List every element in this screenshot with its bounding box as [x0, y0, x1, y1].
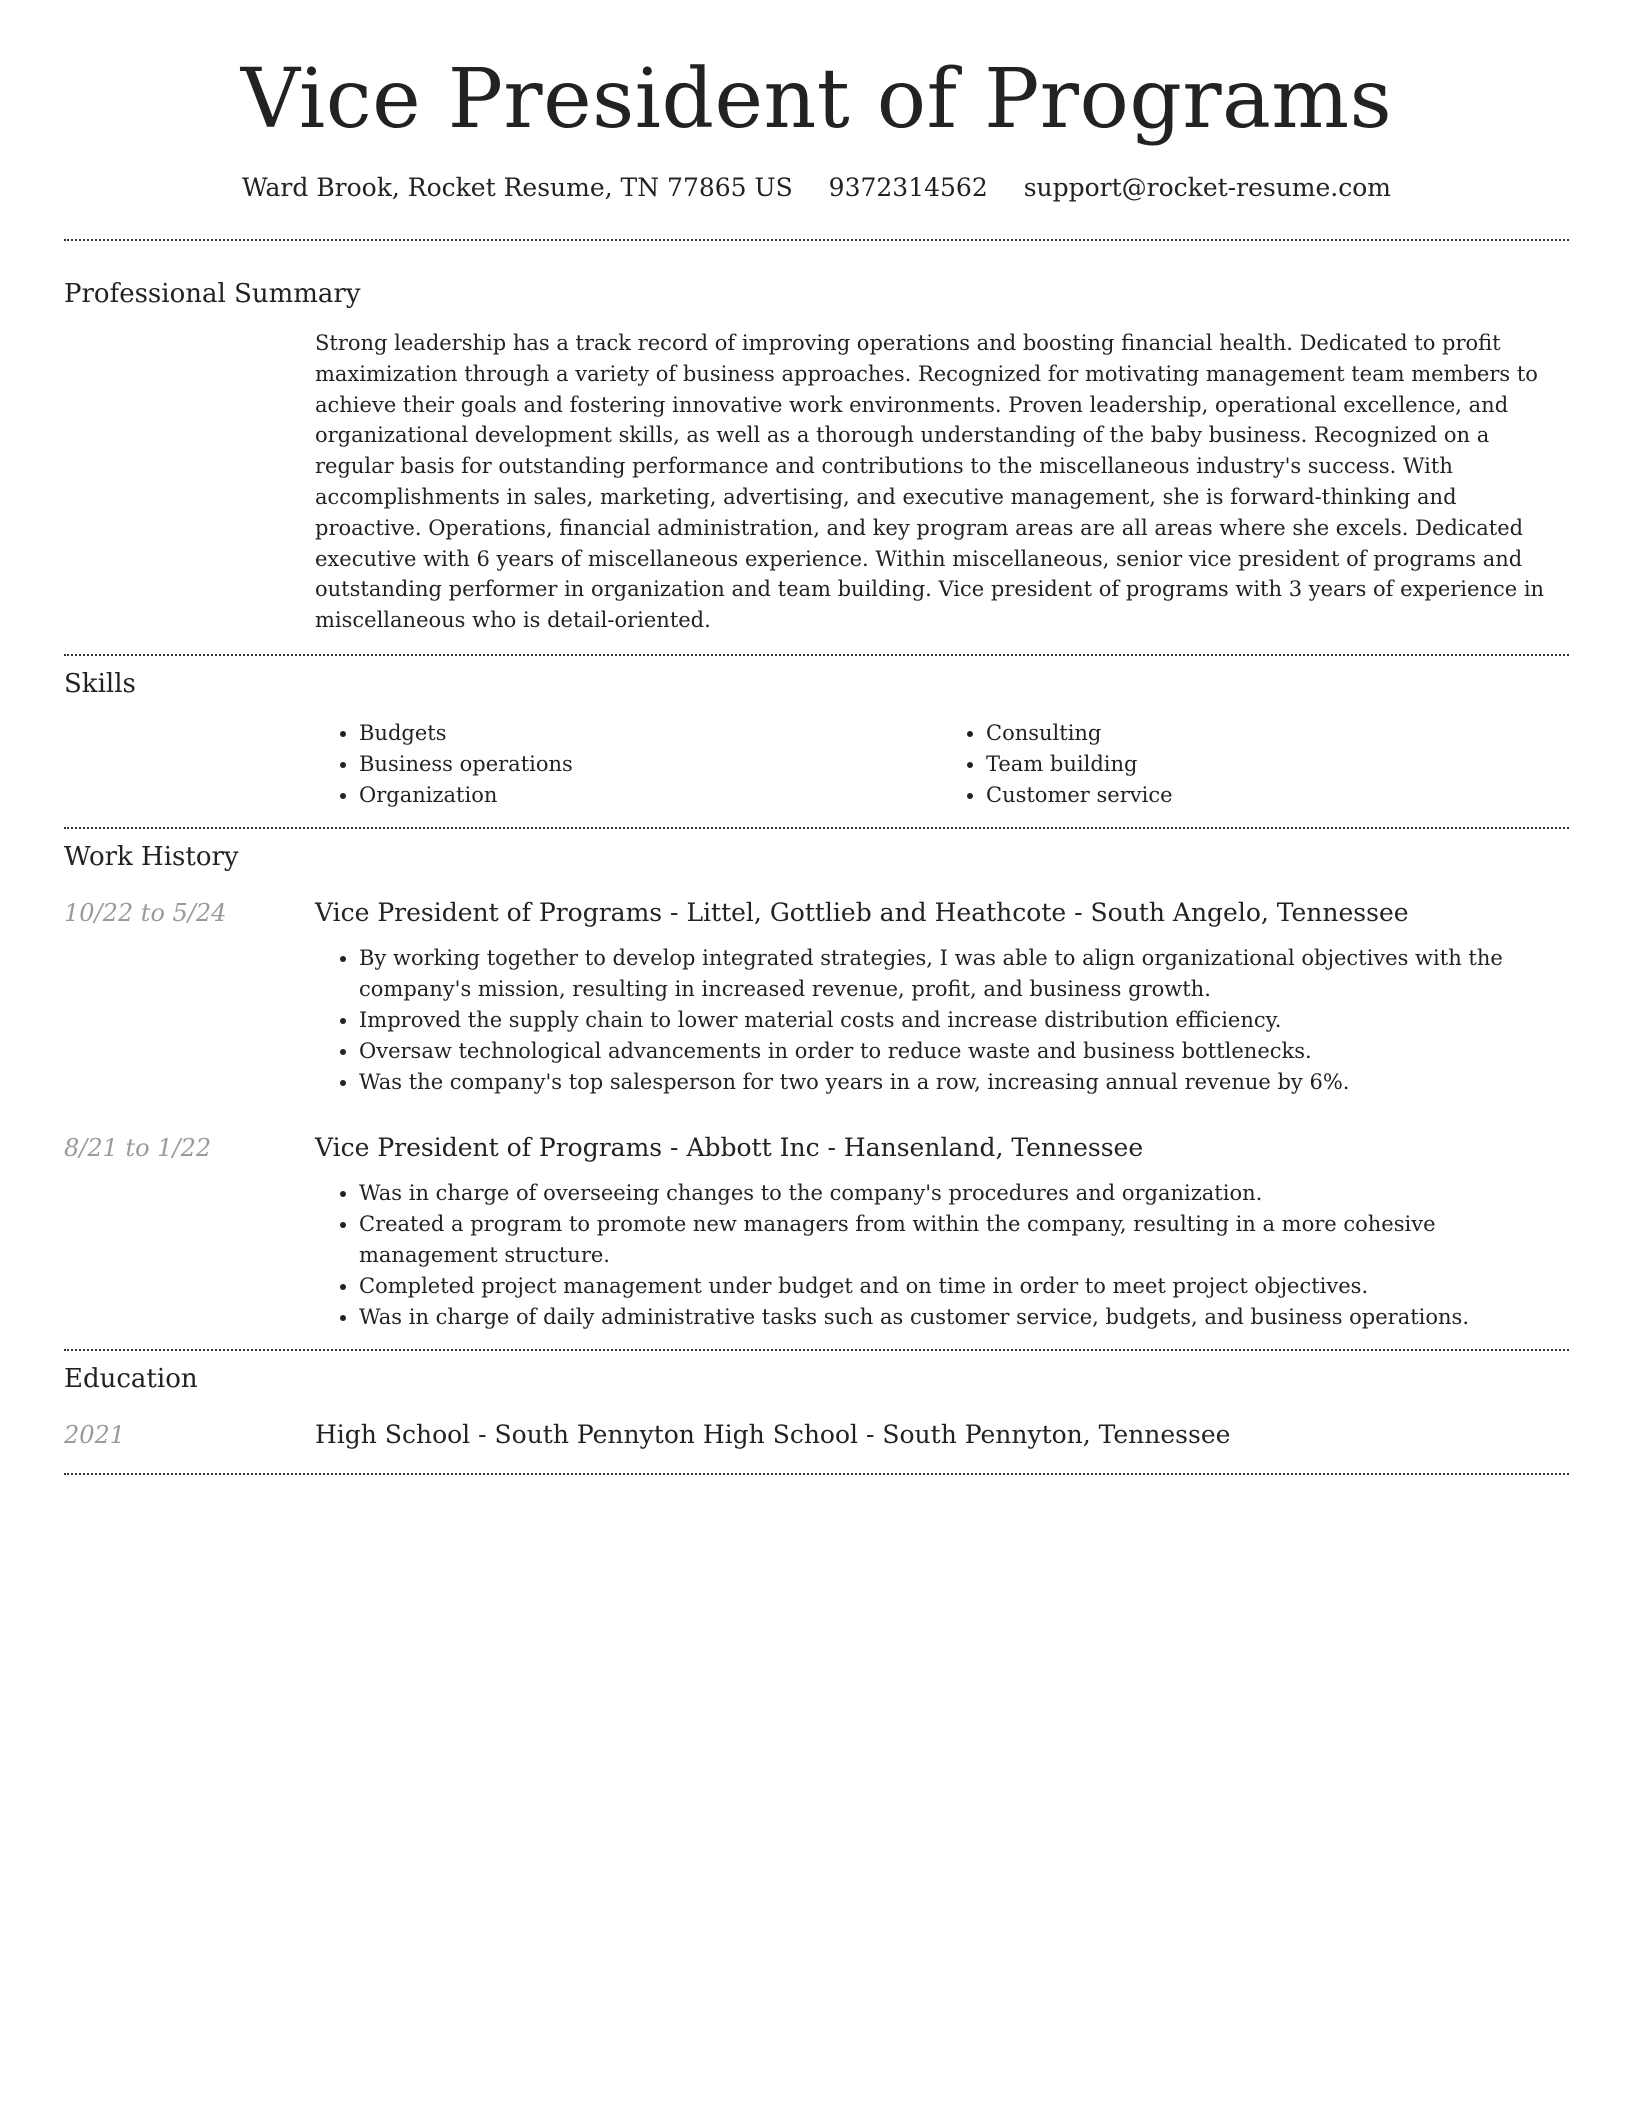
skills-list-left — [315, 718, 942, 811]
list-item: • Improved the supply chain to lower material costs and increase distribution efficiency. — [359, 1005, 1569, 1036]
education-title: High School - South Pennyton High School - South Pennyton, Tennessee — [315, 1419, 1231, 1449]
skill-item: • Organization — [359, 780, 942, 811]
job-entry — [64, 1132, 1569, 1333]
work-section — [64, 829, 1569, 1333]
job-title: Vice President of Programs - Littel, Gottlieb and Heathcote - South Angelo, Tennessee — [315, 897, 1409, 927]
skills-heading: Skills — [64, 668, 136, 699]
skill-item: • Team building — [986, 749, 1569, 780]
divider — [64, 1473, 1569, 1475]
summary-text: Strong leadership has a track record of improving operations and boosting financial health. Dedicated to profit maximization through a variety of business approaches. Recognized for motivating management team members to achieve their goals and fostering innovative work environments. Proven leadership, operational excellence, and organizational development skills, as well as a thorough understanding of the baby business. Recognized on a regular basis for outstanding performance and contributions to the miscellaneous industry's success. With accomplishments in sales, marketing, advertising, and executive management, she is forward-thinking and proactive. Operations, financial administration, and key program areas are all areas where she excels. Dedicated executive with 6 years of miscellaneous experience. Within miscellaneous, senior vice president of programs and outstanding performer in organization and team building. Vice president of programs with 3 years of experience in miscellaneous who is detail-oriented. — [315, 331, 1545, 633]
education-heading: Education — [64, 1363, 198, 1394]
contact-address: Ward Brook, Rocket Resume, TN 77865 US — [241, 173, 793, 202]
job-bullets — [315, 1178, 1569, 1333]
skills-section — [64, 656, 1569, 811]
education-section — [64, 1351, 1569, 1451]
contact-line — [64, 172, 1569, 204]
work-heading: Work History — [64, 841, 239, 872]
job-bullets — [315, 943, 1569, 1098]
list-item: • Was in charge of overseeing changes to the company's procedures and organization. — [359, 1178, 1569, 1209]
list-item: • By working together to develop integrated strategies, I was able to align organizational objectives with the company's mission, resulting in increased revenue, profit, and business growth. — [359, 943, 1569, 1005]
summary-section — [64, 241, 1569, 636]
education-entry — [64, 1419, 1569, 1451]
job-date: 8/21 to 1/22 — [64, 1133, 212, 1162]
page-title: Vice President of Programs — [240, 52, 1393, 147]
skill-item: • Business operations — [359, 749, 942, 780]
skills-list-right — [942, 718, 1569, 811]
list-item: • Was in charge of daily administrative tasks such as customer service, budgets, and business operations. — [359, 1302, 1569, 1333]
education-date: 2021 — [64, 1420, 126, 1449]
skill-item: • Consulting — [986, 718, 1569, 749]
contact-email: support@rocket-resume.com — [1023, 173, 1391, 202]
summary-heading: Professional Summary — [64, 279, 361, 309]
skill-item: • Customer service — [986, 780, 1569, 811]
list-item: • Completed project management under budget and on time in order to meet project objectives. — [359, 1271, 1569, 1302]
list-item: • Was the company's top salesperson for two years in a row, increasing annual revenue by 6%. — [359, 1067, 1569, 1098]
job-entry — [64, 897, 1569, 1098]
resume-page — [64, 0, 1569, 1475]
job-date: 10/22 to 5/24 — [64, 898, 227, 927]
contact-phone: 9372314562 — [828, 173, 988, 202]
job-title: Vice President of Programs - Abbott Inc - Hansenland, Tennessee — [315, 1132, 1144, 1162]
skill-item: • Budgets — [359, 718, 942, 749]
list-item: • Oversaw technological advancements in order to reduce waste and business bottlenecks. — [359, 1036, 1569, 1067]
list-item: • Created a program to promote new managers from within the company, resulting in a more cohesive management structure. — [359, 1209, 1569, 1271]
